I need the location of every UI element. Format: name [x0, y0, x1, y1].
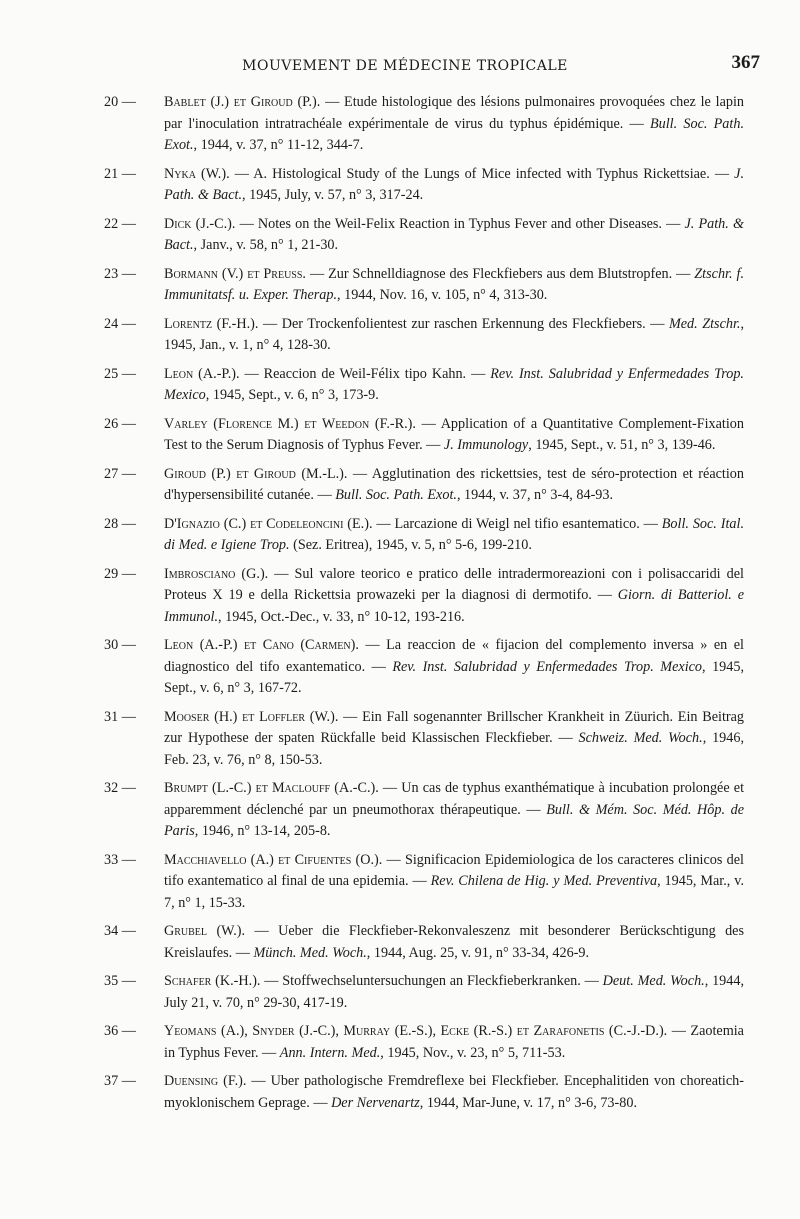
reference-text: [164, 1071, 744, 1114]
reference-entry: [104, 364, 744, 407]
reference-authors: Dick (J.-C.).: [164, 215, 236, 232]
reference-details: , 1945, Mar., v. 7, n° 1, 15-33.: [164, 873, 744, 911]
reference-text: [164, 214, 744, 257]
reference-text: [164, 314, 744, 357]
reference-number: 25 —: [104, 365, 136, 382]
reference-details: , 1945, Sept., v. 51, n° 3, 139-46.: [528, 437, 716, 453]
reference-title: — Etude histologique des lésions pulmonaires provoquées chez le lapin par l'inoculation intratrachéale expérimentale de virus du typhus épidémique. —: [164, 94, 744, 132]
reference-details: (Sez. Eritrea), 1945, v. 5, n° 5-6, 199-210.: [289, 537, 532, 553]
reference-text: [164, 92, 744, 157]
reference-text: [164, 264, 744, 307]
reference-journal: J. Path. & Bact.: [164, 215, 744, 253]
reference-journal: Ztschr. f. Immunitatsf. u. Exper. Therap.: [164, 265, 744, 303]
reference-authors: Varley (Florence M.) et Weedon (F.-R.).: [164, 415, 416, 432]
reference-journal: Rev. Inst. Salubridad y Enfermedades Trop. Mexico: [392, 658, 703, 675]
reference-text: [164, 971, 744, 1014]
reference-journal: Münch. Med. Woch.: [253, 944, 367, 961]
reference-entry: [104, 778, 744, 843]
reference-details: , 1945, Sept., v. 6, n° 3, 173-9.: [205, 387, 379, 403]
reference-journal: Deut. Med. Woch.: [602, 973, 705, 989]
reference-title: — Zaotemia in Typhus Fever. —: [164, 1023, 744, 1061]
reference-authors: Macchiavello (A.) et Cifuentes (O.).: [164, 851, 383, 868]
reference-journal: Boll. Soc. Ital. di Med. e Igiene Trop.: [164, 515, 744, 553]
reference-text: [164, 564, 744, 629]
reference-entry: [104, 971, 744, 1014]
reference-authors: Duensing (F.).: [164, 1073, 247, 1089]
reference-journal: Ann. Intern. Med.: [279, 1044, 381, 1061]
reference-details: , 1944, Mar-June, v. 17, n° 3-6, 73-80.: [419, 1094, 637, 1111]
reference-details: , Janv., v. 58, n° 1, 21-30.: [193, 237, 339, 253]
reference-entry: [104, 264, 744, 307]
reference-journal: J. Path. & Bact.: [164, 165, 744, 203]
reference-authors: Schafer (K.-H.).: [164, 973, 261, 989]
reference-number: 35 —: [104, 973, 136, 989]
reference-journal: Bull. Soc. Path. Exot.: [335, 487, 457, 503]
reference-entry: [104, 1021, 744, 1064]
reference-text: [164, 164, 744, 207]
reference-title: — Un cas de typhus exanthématique à incubation prolongée et apparemment déclenché par un pneumothorax thérapeutique. —: [164, 780, 745, 818]
reference-authors: Lorentz (F.-H.).: [164, 315, 259, 332]
reference-entry: [104, 514, 744, 557]
reference-entry: [104, 464, 744, 507]
reference-journal: Med. Ztschr.: [668, 315, 741, 332]
reference-journal: Bull. & Mém. Soc. Méd. Hôp. de Paris: [164, 801, 744, 839]
reference-entry: [104, 1071, 744, 1114]
page-number: 367: [731, 52, 760, 73]
reference-entry: [104, 92, 744, 157]
reference-text: [164, 921, 744, 964]
reference-authors: Mooser (H.) et Loffler (W.).: [164, 708, 339, 725]
reference-journal: Der Nervenartz: [331, 1094, 420, 1111]
reference-title: — Der Trockenfolientest zur raschen Erkennung des Fleckfiebers. —: [258, 315, 669, 332]
reference-number: 30 —: [104, 637, 136, 653]
reference-number: 37 —: [104, 1073, 136, 1089]
reference-title: — Significacion Epidemiologica de los caracteres clinicos del tifo exantematico al final de una epidemia. —: [164, 851, 744, 889]
reference-journal: Rev. Inst. Salubridad y Enfermedades Trop. Mexico: [164, 365, 744, 403]
reference-journal: Schweiz. Med. Woch.: [578, 730, 703, 746]
reference-authors: Bablet (J.) et Giroud (P.).: [164, 94, 321, 110]
reference-number: 33 —: [104, 851, 136, 868]
reference-title: — Larcazione di Weigl nel tifio esantematico. —: [372, 515, 662, 532]
reference-authors: Imbrosciano (G.).: [164, 565, 269, 582]
reference-title: — La reaccion de « fijacion del complemento inversa » en el diagnostico del tifo exantematico. —: [164, 637, 744, 675]
reference-entry: [104, 214, 744, 257]
reference-authors: Leon (A.-P.) et Cano (Carmen).: [164, 637, 359, 653]
reference-journal: Giorn. di Batteriol. e Immunol.: [164, 587, 744, 625]
reference-number: 28 —: [104, 515, 136, 532]
reference-title: — A. Histological Study of the Lungs of Mice infected with Typhus Rickettsiae. —: [229, 165, 735, 182]
reference-details: , 1944, Aug. 25, v. 91, n° 33-34, 426-9.: [366, 944, 590, 961]
reference-number: 36 —: [104, 1023, 136, 1039]
reference-entry: [104, 414, 744, 457]
reference-authors: Brumpt (L.-C.) et Maclouff (A.-C.).: [164, 780, 379, 796]
reference-text: [164, 514, 744, 557]
reference-entry: [104, 921, 744, 964]
reference-authors: Leon (A.-P.).: [164, 365, 240, 382]
reference-entry: [104, 635, 744, 700]
reference-details: , 1944, v. 37, n° 11-12, 344-7.: [193, 137, 364, 153]
reference-entry: [104, 314, 744, 357]
reference-authors: Yeomans (A.), Snyder (J.-C.), Murray (E.-S.), Ecke (R.-S.) et Zarafonetis (C.-J.-D.).: [164, 1023, 668, 1039]
reference-details: , 1944, July 21, v. 70, n° 29-30, 417-19.: [164, 973, 745, 1011]
running-title: MOUVEMENT DE MÉDECINE TROPICALE: [242, 58, 568, 74]
reference-details: , 1945, Jan., v. 1, n° 4, 128-30.: [164, 315, 745, 353]
reference-number: 21 —: [104, 165, 136, 182]
reference-text: [164, 778, 744, 843]
reference-title: — Application of a Quantitative Complement-Fixation Test to the Serum Diagnosis of Typhus Fever. —: [164, 415, 744, 453]
reference-details: , 1946, n° 13-14, 205-8.: [194, 823, 331, 839]
reference-number: 23 —: [104, 265, 136, 282]
reference-details: , 1945, Nov., v. 23, n° 5, 711-53.: [380, 1044, 566, 1061]
reference-authors: D'Ignazio (C.) et Codeleoncini (E.).: [164, 515, 373, 532]
reference-journal: J. Immunology: [443, 437, 529, 453]
reference-details: , 1944, Nov. 16, v. 105, n° 4, 313-30.: [337, 287, 548, 303]
reference-authors: Grubel (W.).: [164, 923, 246, 939]
reference-details: , 1945, Oct.-Dec., v. 33, n° 10-12, 193-216.: [218, 608, 465, 625]
page-header: [110, 52, 760, 76]
reference-text: [164, 414, 744, 457]
reference-number: 27 —: [104, 465, 136, 482]
reference-text: [164, 464, 744, 507]
reference-entry: [104, 850, 744, 915]
reference-title: — Sul valore teorico e pratico delle intradermoreazioni con i polisaccaridi del Proteus X 19 e della Rickettsia prowazeki per la diagnosi di dermotifo. —: [164, 565, 744, 603]
reference-title: — Ueber die Fleckfieber-Rekonvaleszenz mit besonderer Berückschtigung des Kreislaufes. —: [164, 923, 744, 961]
reference-number: 32 —: [104, 780, 136, 796]
reference-number: 31 —: [104, 708, 136, 725]
reference-text: [164, 707, 744, 772]
reference-journal: Rev. Chilena de Hig. y Med. Preventiva: [430, 873, 658, 889]
reference-text: [164, 635, 744, 700]
reference-text: [164, 850, 744, 915]
reference-entry: [104, 564, 744, 629]
reference-number: 29 —: [104, 565, 136, 582]
reference-entry: [104, 164, 744, 207]
reference-title: — Stoffwechseluntersuchungen an Fleckfieberkranken. —: [260, 973, 603, 989]
reference-text: [164, 364, 744, 407]
reference-details: , 1946, Feb. 23, v. 76, n° 8, 150-53.: [164, 730, 744, 768]
reference-title: — Reaccion de Weil-Félix tipo Kahn. —: [239, 365, 491, 382]
reference-title: — Notes on the Weil-Felix Reaction in Typhus Fever and other Diseases. —: [235, 215, 685, 232]
reference-details: , 1945, Sept., v. 6, n° 3, 167-72.: [164, 658, 745, 696]
reference-text: [164, 1021, 744, 1064]
reference-title: — Agglutination des rickettsies, test de séro-protection et réaction d'hypersensibilité cutanée. —: [164, 465, 744, 503]
reference-details: , 1944, v. 37, n° 3-4, 84-93.: [456, 487, 614, 503]
reference-journal: Bull. Soc. Path. Exot.: [164, 115, 744, 153]
reference-number: 24 —: [104, 315, 136, 332]
reference-number: 26 —: [104, 415, 136, 432]
reference-authors: Nyka (W.).: [164, 165, 230, 182]
reference-authors: Bormann (V.) et Preuss.: [164, 265, 306, 282]
reference-number: 22 —: [104, 215, 136, 232]
reference-authors: Giroud (P.) et Giroud (M.-L.).: [164, 465, 348, 482]
reference-title: — Zur Schnelldiagnose des Fleckfiebers aus dem Blutstropfen. —: [305, 265, 695, 282]
reference-number: 20 —: [104, 94, 136, 110]
reference-number: 34 —: [104, 923, 136, 939]
reference-title: — Uber pathologische Fremdreflexe bei Fleckfieber. Encephalitiden von choreatich-myoklonischem Geprage. —: [164, 1073, 744, 1111]
reference-entry: [104, 707, 744, 772]
reference-list: [104, 92, 744, 1121]
reference-title: — Ein Fall sogenannter Brillscher Krankheit in Züurich. Ein Beitrag zur Hypothese der spaten Rückfalle beid Klassischen Fleckfieber. —: [164, 708, 745, 746]
reference-details: , 1945, July, v. 57, n° 3, 317-24.: [242, 187, 424, 203]
